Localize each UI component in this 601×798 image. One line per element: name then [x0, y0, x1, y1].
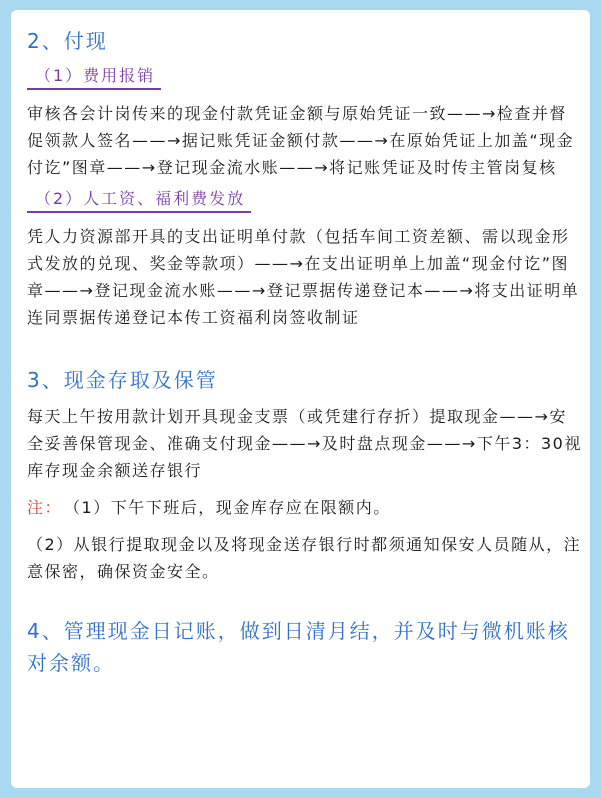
subsection-wage-welfare-title: （2）人工资、福利费发放 — [27, 187, 251, 213]
section-2-heading: 2、付现 — [27, 29, 108, 53]
subsection-expense-reimbursement-title: （1）费用报销 — [27, 64, 161, 90]
section-3-heading: 3、现金存取及保管 — [27, 368, 218, 392]
section-4-heading: 4、管理现金日记账，做到日清月结，并及时与微机账核对余额。 — [27, 619, 570, 675]
content-card — [11, 10, 590, 788]
content-area — [27, 26, 582, 679]
note-2: （2）从银行提取现金以及将现金送存银行时都须通知保安人员随从，注意保密，确保资金安全。 — [27, 535, 582, 581]
note-label: 注： — [27, 498, 63, 517]
note-1-text: （1）下午下班后，现金库存应在限额内。 — [72, 498, 391, 517]
expense-reimbursement-text: 审核各会计岗传来的现金付款凭证金额与原始凭证一致——→检查并督促领款人签名——→据记账凭证金额付款——→在原始凭证上加盖“现金付讫”图章——→登记现金流水账——→将记账凭证及时传主管岗复核 — [27, 104, 575, 177]
cash-storage-text: 每天上午按用款计划开具现金支票（或凭建行存折）提取现金——→安全妥善保管现金、准确支付现金——→及时盘点现金——→下午3：30视库存现金余额送存银行 — [27, 407, 582, 480]
wage-welfare-text: 凭人力资源部开具的支出证明单付款（包括车间工资差额、需以现金形式发放的兑现、奖金等款项）——→在支出证明单上加盖“现金付讫”图章——→登记现金流水账——→登记票据传递登记本——→将支出证明单连同票据传递登记本传工资福利岗签收制证 — [27, 227, 580, 327]
note-1 — [27, 494, 582, 521]
